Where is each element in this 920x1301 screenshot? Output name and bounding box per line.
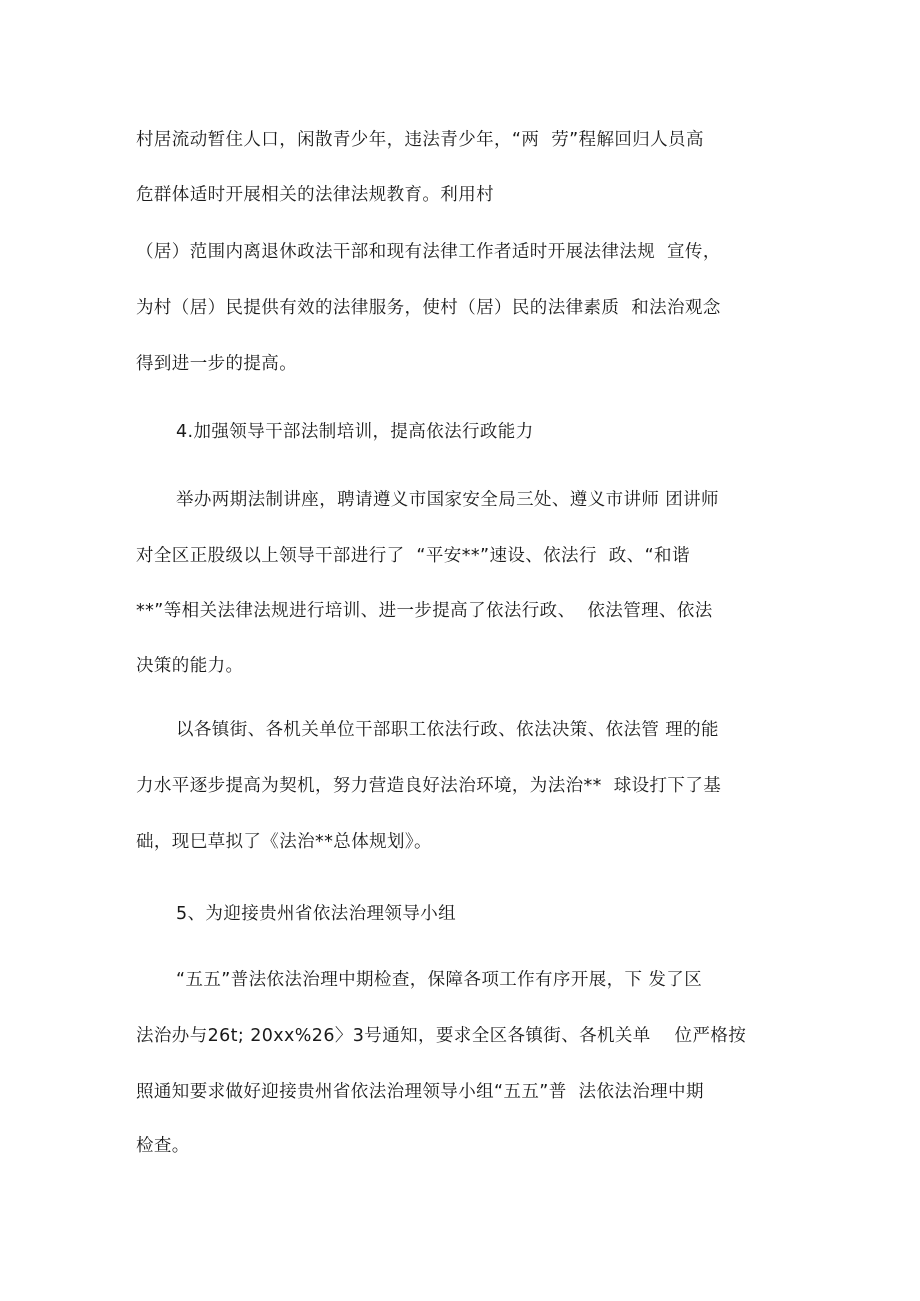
text-line-10: 决策的能力。 xyxy=(136,656,244,676)
text-line-3-content: （居）范围内离退休政法干部和现有法律工作者适时开展法律法规 宣传， xyxy=(136,242,721,262)
text-line-3 xyxy=(136,240,792,264)
text-line-4 xyxy=(136,296,792,320)
text-line-17 xyxy=(136,1080,792,1104)
section-heading-5: 5、为迎接贵州省依法治理领导小组 xyxy=(176,904,457,924)
text-line-9 xyxy=(136,599,792,623)
text-line-16 xyxy=(136,1024,792,1048)
text-line-12 xyxy=(136,774,792,798)
text-line-8 xyxy=(136,544,792,568)
text-line-11 xyxy=(176,718,792,742)
text-line-2: 危群体适时开展相关的法律法规教育。利用村 xyxy=(136,185,494,205)
text-line-9-content: **”等相关法律法规进行培训、进一步提高了依法行政、 依法管理、依法 xyxy=(136,601,713,621)
section-heading-4: 4.加强领导干部法制培训，提高依法行政能力 xyxy=(176,422,534,442)
text-line-8-content: 对全区正股级以上领导干部进行了 “平安**”速设、依法行 政、“和谐 xyxy=(136,546,690,566)
text-line-13: 础，现巳草拟了《法治**总体规划》。 xyxy=(136,832,432,852)
text-line-16-content: 法治办与26t; 20xx%26〉3号通知，要求全区各镇街、各机关单 位严格按 xyxy=(136,1026,747,1046)
text-line-1 xyxy=(136,128,792,152)
text-line-4-content: 为村（居）民提供有效的法律服务，使村（居）民的法律素质 和法治观念 xyxy=(136,298,721,318)
text-line-15 xyxy=(176,968,792,992)
text-line-5: 得到进一步的提高。 xyxy=(136,354,298,374)
text-line-11-content: 以各镇街、各机关单位干部职工依法行政、依法决策、依法管 理的能 xyxy=(176,720,719,740)
text-line-12-content: 力水平逐步提高为契机，努力营造良好法治环境，为法治** 球设打下了基 xyxy=(136,776,722,796)
text-line-1-content: 村居流动暂住人口，闲散青少年，违法青少年，“两 劳”程解回归人员高 xyxy=(136,130,704,150)
text-line-15-content: “五五”普法依法治理中期检查，保障各项工作有序开展，下 发了区 xyxy=(176,970,703,990)
text-line-18: 检查。 xyxy=(136,1136,190,1156)
text-line-7: 举办两期法制讲座，聘请遵义市国家安全局三处、遵义市讲师 团讲师 xyxy=(176,490,719,510)
text-line-17-content: 照通知要求做好迎接贵州省依法治理领导小组“五五”普 法依法治理中期 xyxy=(136,1082,704,1102)
